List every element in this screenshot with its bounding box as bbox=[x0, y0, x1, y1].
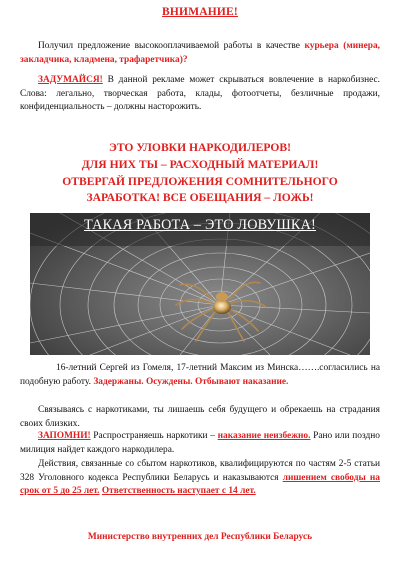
think-paragraph bbox=[20, 74, 380, 115]
story-detained: Задержаны. Осуждены. Отбывают наказание. bbox=[93, 376, 289, 387]
footer-ministry: Министерство внутренних дел Республики Беларусь bbox=[87, 532, 313, 542]
photo-banner-text: ТАКАЯ РАБОТА – ЭТО ЛОВУШКА! bbox=[84, 217, 316, 233]
spider-web-image bbox=[30, 213, 370, 355]
law-sentence: лишением свободы на срок от 5 до 25 лет. bbox=[20, 472, 380, 497]
remember-text: Распространяешь наркотики – bbox=[90, 431, 218, 441]
remember-label: ЗАПОМНИ! bbox=[38, 431, 91, 441]
remember-punishment: наказание неизбежно. bbox=[217, 431, 311, 441]
warning-block bbox=[0, 140, 400, 207]
story-paragraph bbox=[20, 362, 380, 389]
contact-text: Связываясь с наркотиками, ты лишаешь себя будущего и обрекаешь на страдания своих близких. bbox=[20, 405, 380, 429]
warning-line: ЭТО УЛОВКИ НАРКОДИЛЕРОВ! bbox=[108, 141, 292, 154]
law-age: Ответственность наступает с 14 лет. bbox=[101, 486, 256, 497]
law-paragraph bbox=[20, 458, 380, 499]
warning-line: ОТВЕРГАЙ ПРЕДЛОЖЕНИЯ СОМНИТЕЛЬНОГО bbox=[62, 174, 338, 188]
warning-line: ДЛЯ НИХ ТЫ – РАСХОДНЫЙ МАТЕРИАЛ! bbox=[81, 157, 319, 171]
page-title: ВНИМАНИЕ! bbox=[162, 6, 238, 18]
law-text: Действия, связанные со сбытом наркотиков, квалифицируются по частям 2-5 статьи 328 Уголовного кодекса Республики Беларусь и наказываются bbox=[20, 459, 380, 483]
intro-roles: курьера (минера, закладчика, кладмена, трафаретчика)? bbox=[20, 41, 380, 65]
contact-paragraph bbox=[20, 404, 380, 431]
remember-paragraph bbox=[20, 430, 380, 457]
story-text: 16-летний Сергей из Гомеля, 17-летний Максим из Минска…….согласились на подобную работу. bbox=[20, 363, 380, 387]
intro-paragraph bbox=[20, 40, 380, 67]
warning-line: ЗАРАБОТКА! ВСЕ ОБЕЩАНИЯ – ЛОЖЬ! bbox=[86, 191, 314, 205]
think-label: ЗАДУМАЙСЯ! bbox=[38, 75, 103, 85]
think-text: В данной рекламе может скрываться вовлечение в наркобизнес. Слова: легально, творческая работа, клады, фотоотчеты, безличные продажи, конфиденциальность – должны насторожить. bbox=[20, 75, 380, 113]
intro-text: Получил предложение высокооплачиваемой работы в качестве bbox=[38, 41, 300, 51]
remember-tail: Рано или поздно милиция найдет каждого наркодилера. bbox=[20, 431, 380, 455]
